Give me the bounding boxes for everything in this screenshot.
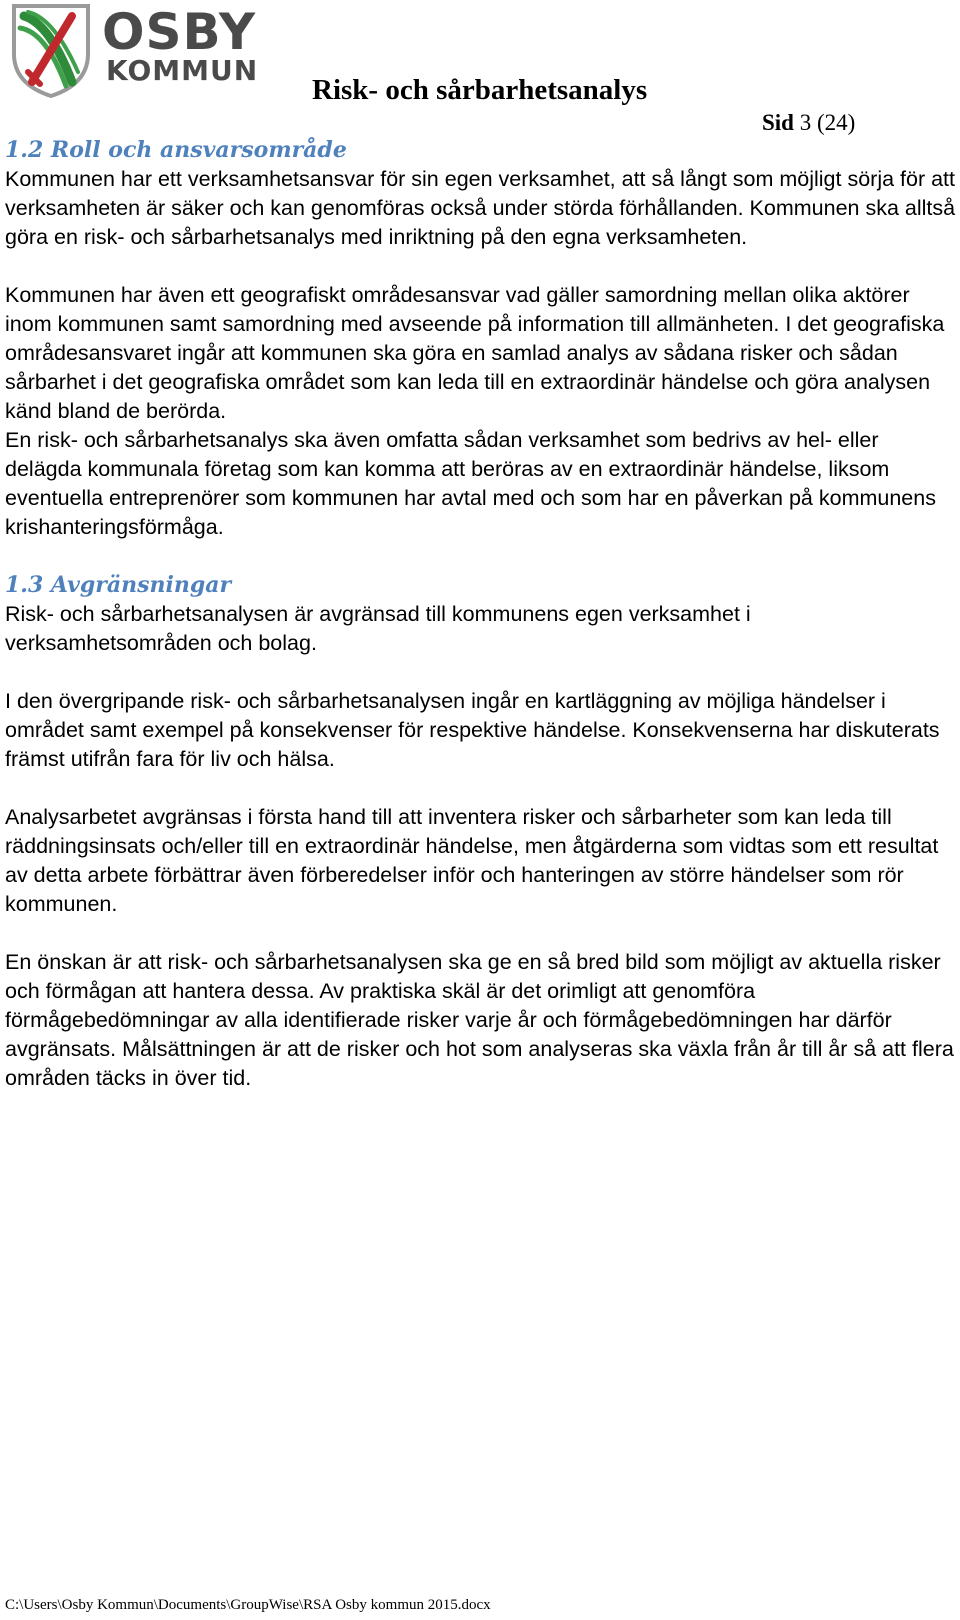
paragraph-gap — [5, 919, 960, 948]
paragraph: Kommunen har ett verksamhetsansvar för sin egen verksamhet, att så långt som möjligt sörja för att verksamheten är säker och kan genomföras också under störda förhållanden. Kommunen ska alltså göra en risk- och sårbarhetsanalys med inriktning på den egna verksamheten. — [5, 167, 956, 249]
section-heading-roll: 1.2 Roll och ansvarsområde — [5, 137, 347, 163]
logo-subtitle: KOMMUN — [106, 54, 259, 87]
coat-of-arms-icon — [10, 2, 92, 98]
paragraph: Risk- och sårbarhetsanalysen är avgränsad till kommunens egen verksamhet i verksamhetsområden och bolag. — [5, 602, 751, 655]
section-heading-avgransningar: 1.3 Avgränsningar — [5, 572, 232, 598]
osby-kommun-logo — [10, 2, 259, 98]
page-value: 3 (24) — [799, 110, 856, 135]
paragraph: En önskan är att risk- och sårbarhetsanalysen ska ge en så bred bild som möjligt av aktuella risker och förmågan att hantera dessa. Av praktiska skäl är det orimligt att genomföra förmågebedömningar av alla identifierade risker varje år och förmågebedömningen har därför avgränsats. Målsättningen är att de risker och hot som analyseras ska växla från år till år så att flera områden täcks in över tid. — [5, 950, 954, 1090]
paragraph-gap — [5, 542, 960, 571]
document-title: Risk- och sårbarhetsanalys — [312, 74, 648, 106]
paragraph-gap — [5, 252, 960, 281]
paragraph-gap — [5, 774, 960, 803]
page-number — [762, 110, 855, 136]
logo-wordmark: OSBY — [102, 3, 257, 61]
paragraph: En risk- och sårbarhetsanalys ska även omfatta sådan verksamhet som bedrivs av hel- eller delägda kommunala företag som kan komma att beröras av en extraordinär händelse, liksom eventuella entreprenörer som kommunen har avtal med och som har en påverkan på kommunens krishanteringsförmåga. — [5, 428, 936, 539]
page-label: Sid — [762, 110, 794, 135]
footer-file-path: C:\Users\Osby Kommun\Documents\GroupWise\RSA Osby kommun 2015.docx — [5, 1597, 491, 1613]
paragraph-gap — [5, 658, 960, 687]
paragraph: Kommunen har även ett geografiskt områdesansvar vad gäller samordning mellan olika aktörer inom kommunen samt samordning med avseende på information till allmänheten. I det geografiska områdesansvaret ingår att kommunen ska göra en samlad analys av sådana risker och sådan sårbarhet i det geografiska området som kan leda till en extraordinär händelse och göra analysen känd bland de berörda. — [5, 283, 945, 423]
document-body — [5, 136, 960, 1093]
paragraph: I den övergripande risk- och sårbarhetsanalysen ingår en kartläggning av möjliga händelser i området samt exempel på konsekvenser för respektive händelse. Konsekvenserna har diskuterats främst utifrån fara för liv och hälsa. — [5, 689, 940, 771]
paragraph: Analysarbetet avgränsas i första hand till att inventera risker och sårbarheter som kan leda till räddningsinsats och/eller till en extraordinär händelse, men åtgärderna som vidtas som ett resultat av detta arbete förbättrar även förberedelser inför och hanteringen av större händelser som rör kommunen. — [5, 805, 939, 916]
